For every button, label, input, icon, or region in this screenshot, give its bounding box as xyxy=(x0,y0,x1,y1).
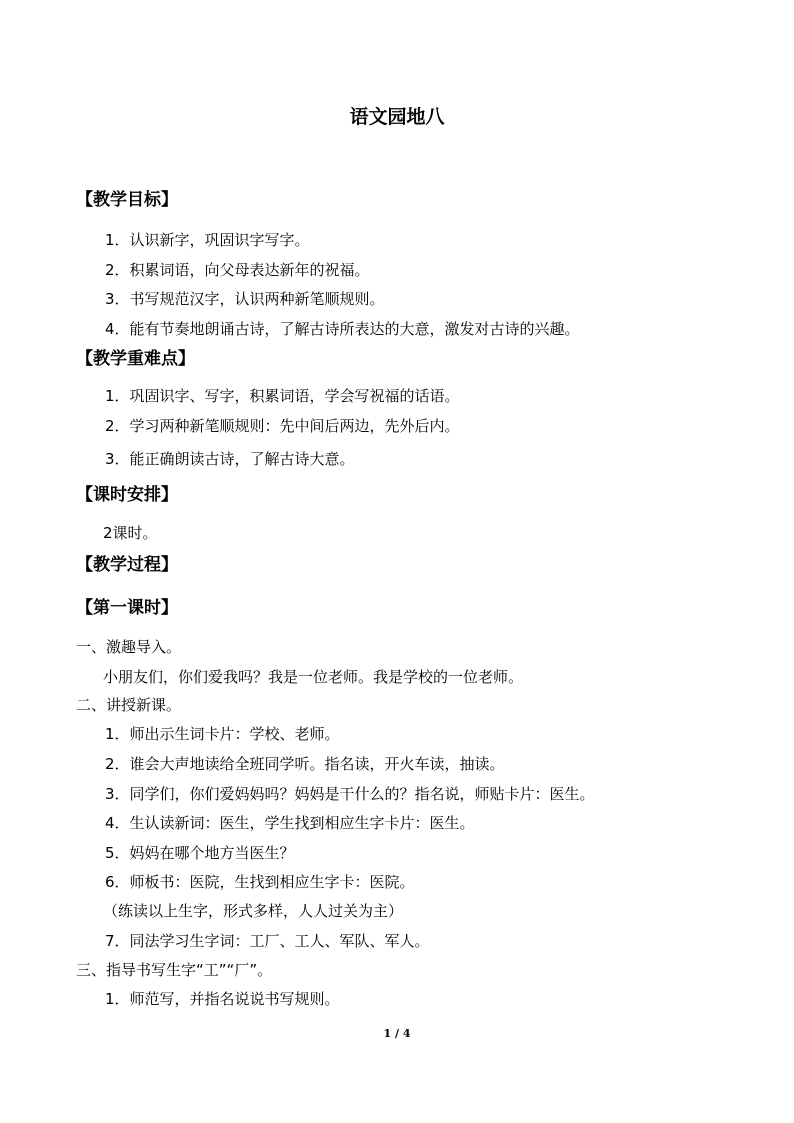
goal-item-1: 1．认识新字，巩固识字写字。 xyxy=(105,231,310,249)
lesson1-part1-title: 一、激趣导入。 xyxy=(76,638,182,656)
lesson1-part2-item-1: 1．师出示生词卡片：学校、老师。 xyxy=(105,725,340,743)
schedule-text: 2课时。 xyxy=(103,524,158,542)
goal-item-3: 3．书写规范汉字，认识两种新笔顺规则。 xyxy=(105,290,385,308)
key-point-item-1: 1．巩固识字、写字，积累词语，学会写祝福的话语。 xyxy=(105,387,460,405)
lesson1-part3-title: 三、指导书写生字“工”“厂”。 xyxy=(76,961,273,979)
key-point-item-3: 3．能正确朗读古诗，了解古诗大意。 xyxy=(105,450,355,468)
lesson1-part2-item-3: 3．同学们，你们爱妈妈吗？妈妈是干什么的？指名说，师贴卡片：医生。 xyxy=(105,785,595,803)
goal-item-4: 4．能有节奏地朗诵古诗，了解古诗所表达的大意，激发对古诗的兴趣。 xyxy=(105,320,580,338)
section-heading-schedule: 【课时安排】 xyxy=(76,485,178,505)
lesson1-part2-note: （练读以上生字，形式多样，人人过关为主） xyxy=(103,902,404,920)
page-number: 1 / 4 xyxy=(383,1027,411,1040)
goal-item-2: 2．积累词语，向父母表达新年的祝福。 xyxy=(105,261,370,279)
lesson1-part1-text: 小朋友们，你们爱我吗？我是一位老师。我是学校的一位老师。 xyxy=(103,668,524,686)
section-heading-goals: 【教学目标】 xyxy=(76,190,178,210)
lesson1-part2-item-7: 7．同法学习生字词：工厂、工人、军队、军人。 xyxy=(105,932,430,950)
section-heading-key-points: 【教学重难点】 xyxy=(76,349,195,369)
lesson1-part3-item-1: 1．师范写，并指名说说书写规则。 xyxy=(105,990,340,1008)
lesson1-part2-item-6: 6．师板书：医院，生找到相应生字卡：医院。 xyxy=(105,873,415,891)
lesson1-part2-item-4: 4．生认读新词：医生，学生找到相应生字卡片：医生。 xyxy=(105,814,475,832)
document-title: 语文园地八 xyxy=(349,106,445,128)
lesson1-part2-item-2: 2．谁会大声地读给全班同学听。指名读，开火车读，抽读。 xyxy=(105,755,505,773)
lesson1-part2-item-5: 5．妈妈在哪个地方当医生？ xyxy=(105,844,295,862)
section-heading-lesson1: 【第一课时】 xyxy=(76,598,178,618)
lesson1-part2-title: 二、讲授新课。 xyxy=(76,696,182,714)
key-point-item-2: 2．学习两种新笔顺规则：先中间后两边，先外后内。 xyxy=(105,417,460,435)
section-heading-process: 【教学过程】 xyxy=(76,555,178,575)
